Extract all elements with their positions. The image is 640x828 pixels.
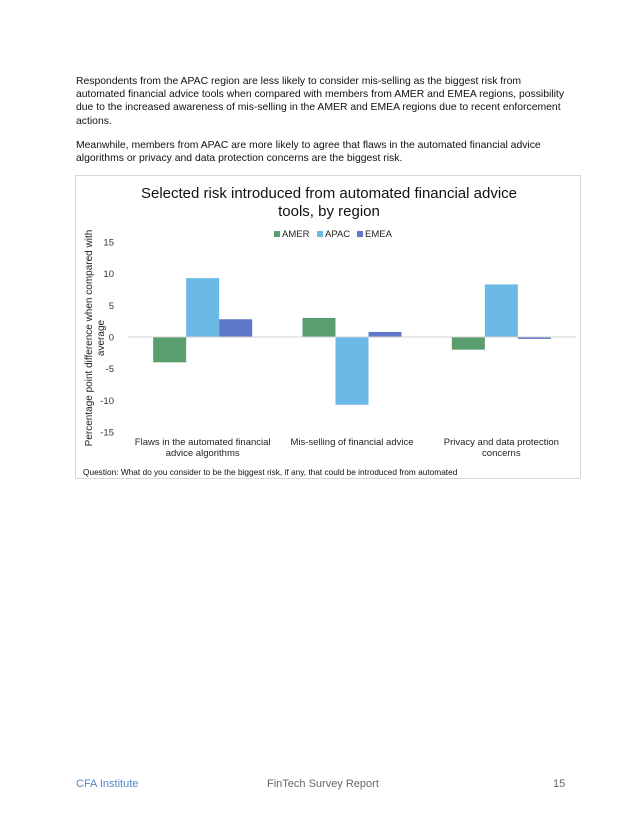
- bar-apac-0: [186, 278, 219, 337]
- bar-apac-1: [336, 337, 369, 405]
- legend-swatch-amer: [274, 231, 280, 237]
- y-axis-label-line-1: Percentage point difference when compared with: [84, 229, 95, 447]
- y-axis-label-line-2: average: [96, 319, 107, 357]
- legend-swatch-emea: [357, 231, 363, 237]
- category-label: Flaws in the automated financial: [134, 437, 271, 448]
- y-tick-label: -5: [105, 364, 114, 376]
- y-tick-label: -15: [100, 427, 114, 439]
- legend-swatch-apac: [317, 231, 323, 237]
- y-tick-label: 0: [108, 332, 114, 344]
- bar-emea-0: [219, 319, 252, 337]
- risk-bar-chart: [76, 176, 582, 480]
- y-axis-label: [84, 230, 107, 447]
- legend-label-apac: APAC: [325, 229, 351, 240]
- chart-title-line-1: Selected risk introduced from automated financial advice: [140, 185, 518, 202]
- legend-label-amer: AMER: [282, 229, 310, 240]
- chart-title-line-2: tools, by region: [278, 203, 380, 220]
- bar-apac-2: [485, 284, 518, 337]
- y-tick-label: -10: [100, 395, 114, 407]
- category-label: Mis-selling of financial advice: [290, 437, 414, 448]
- category-label: concerns: [482, 448, 521, 459]
- category-label: advice algorithms: [165, 448, 240, 459]
- bar-amer-1: [303, 318, 336, 337]
- y-tick-label: 15: [103, 237, 114, 249]
- bar-amer-2: [452, 337, 485, 350]
- footer-organization: CFA Institute: [76, 778, 139, 790]
- bar-emea-1: [369, 332, 402, 337]
- bar-amer-0: [153, 337, 186, 362]
- chart-legend: [274, 229, 393, 240]
- footer-report-title: FinTech Survey Report: [267, 778, 379, 790]
- chart-bars: [153, 278, 551, 405]
- chart-container: [75, 175, 581, 479]
- category-label: Privacy and data protection: [443, 437, 559, 448]
- y-tick-label: 10: [103, 269, 114, 281]
- legend-label-emea: EMEA: [365, 229, 392, 240]
- y-tick-label: 5: [108, 300, 114, 312]
- apac-paragraph: Meanwhile, members from APAC are more likely to agree that flaws in the automated financial advice algorithms or privacy and data protection concerns are the biggest risk.: [76, 140, 541, 165]
- intro-paragraph: Respondents from the APAC region are less likely to consider mis-selling as the biggest risk from automated financial advice tools when compared with members from AMER and EMEA regions, possibility due to the increased awareness of mis-selling in the AMER and EMEA regions due to recent enforcement actions.: [76, 76, 565, 127]
- footer-page-number: 15: [553, 778, 566, 790]
- category-labels: [135, 437, 559, 459]
- chart-question-note: Question: What do you consider to be the biggest risk, if any, that could be introduced from automated: [83, 467, 458, 477]
